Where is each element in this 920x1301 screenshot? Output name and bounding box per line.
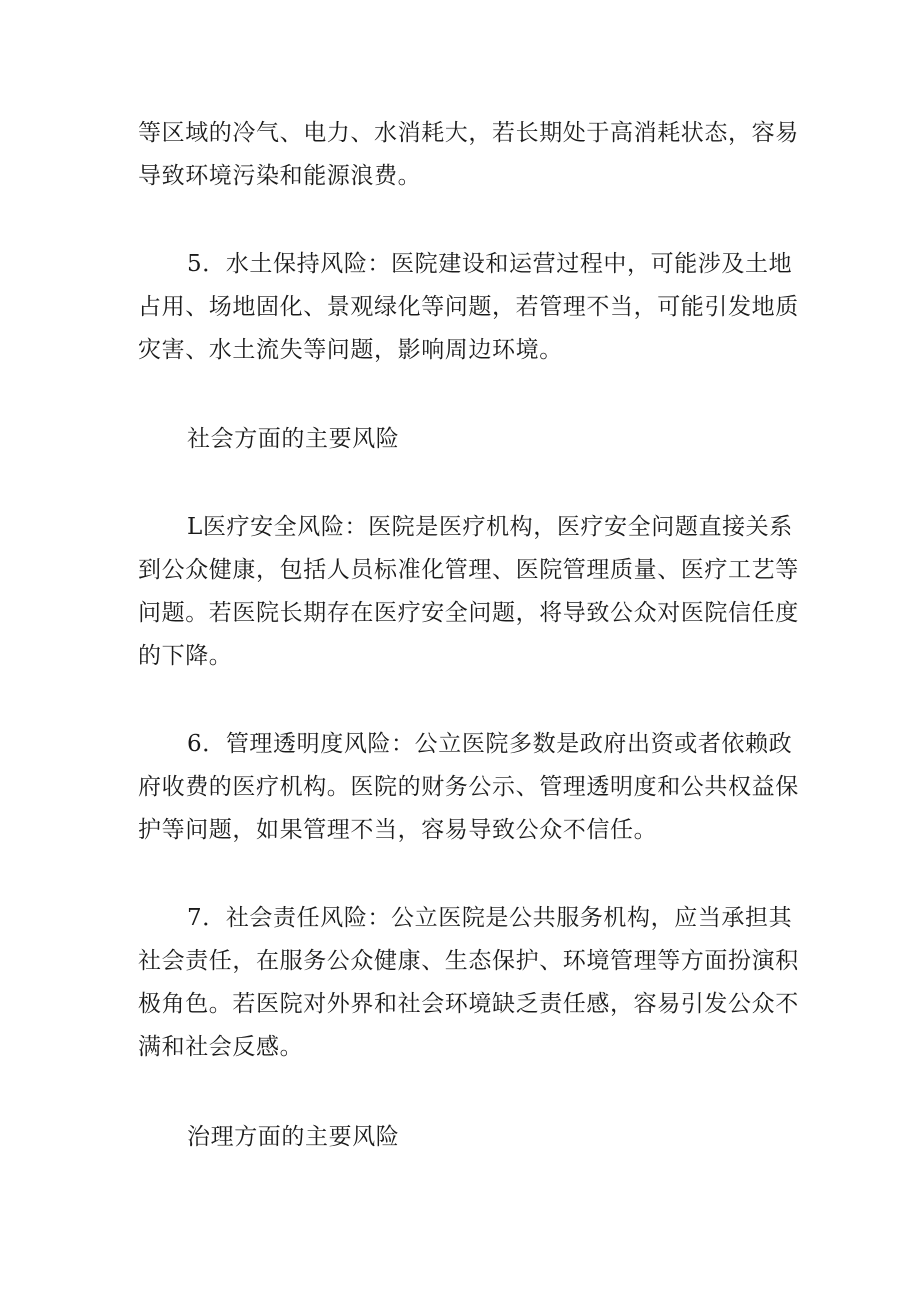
paragraph-continuation xyxy=(138,112,799,198)
paragraph-item-1 xyxy=(138,506,799,678)
paragraph-item-7 xyxy=(138,897,799,1069)
section-heading-social xyxy=(138,418,788,461)
text-line: 等区域的冷气、电力、水消耗大，若长期处于高消耗状态，容易 xyxy=(138,120,799,146)
paragraph-item-5 xyxy=(138,243,799,372)
text-line: 的下降。 xyxy=(138,643,233,669)
paragraph-item-6 xyxy=(138,723,799,852)
text-line: 7．社会责任风险：公立医院是公共服务机构，应当承担其 xyxy=(187,905,793,931)
section-heading-governance xyxy=(138,1116,788,1159)
text-line: 社会责任，在服务公众健康、生态保护、环境管理等方面扮演积 xyxy=(138,948,799,974)
text-line: 6．管理透明度风险：公立医院多数是政府出资或者依赖政 xyxy=(187,731,793,757)
text-line: 5．水土保持风险：医院建设和运营过程中，可能涉及土地 xyxy=(187,251,793,277)
text-line: 极角色。若医院对外界和社会环境缺乏责任感，容易引发公众不 xyxy=(138,991,799,1017)
text-line: 府收费的医疗机构。医院的财务公示、管理透明度和公共权益保 xyxy=(138,774,799,800)
text-line: 满和社会反感。 xyxy=(138,1034,304,1060)
text-line: 导致环境污染和能源浪费。 xyxy=(138,163,422,189)
section-heading: 社会方面的主要风险 xyxy=(187,426,400,452)
text-line: 占用、场地固化、景观绿化等问题，若管理不当，可能引发地质 xyxy=(138,294,799,320)
text-line: 问题。若医院长期存在医疗安全问题，将导致公众对医院信任度 xyxy=(138,600,799,626)
text-line: 到公众健康，包括人员标准化管理、医院管理质量、医疗工艺等 xyxy=(138,557,799,583)
text-line: L医疗安全风险：医院是医疗机构，医疗安全问题直接关系 xyxy=(187,514,793,540)
section-heading: 治理方面的主要风险 xyxy=(187,1124,400,1150)
text-line: 护等问题，如果管理不当，容易导致公众不信任。 xyxy=(138,817,658,843)
text-line: 灾害、水土流失等问题，影响周边环境。 xyxy=(138,337,563,363)
